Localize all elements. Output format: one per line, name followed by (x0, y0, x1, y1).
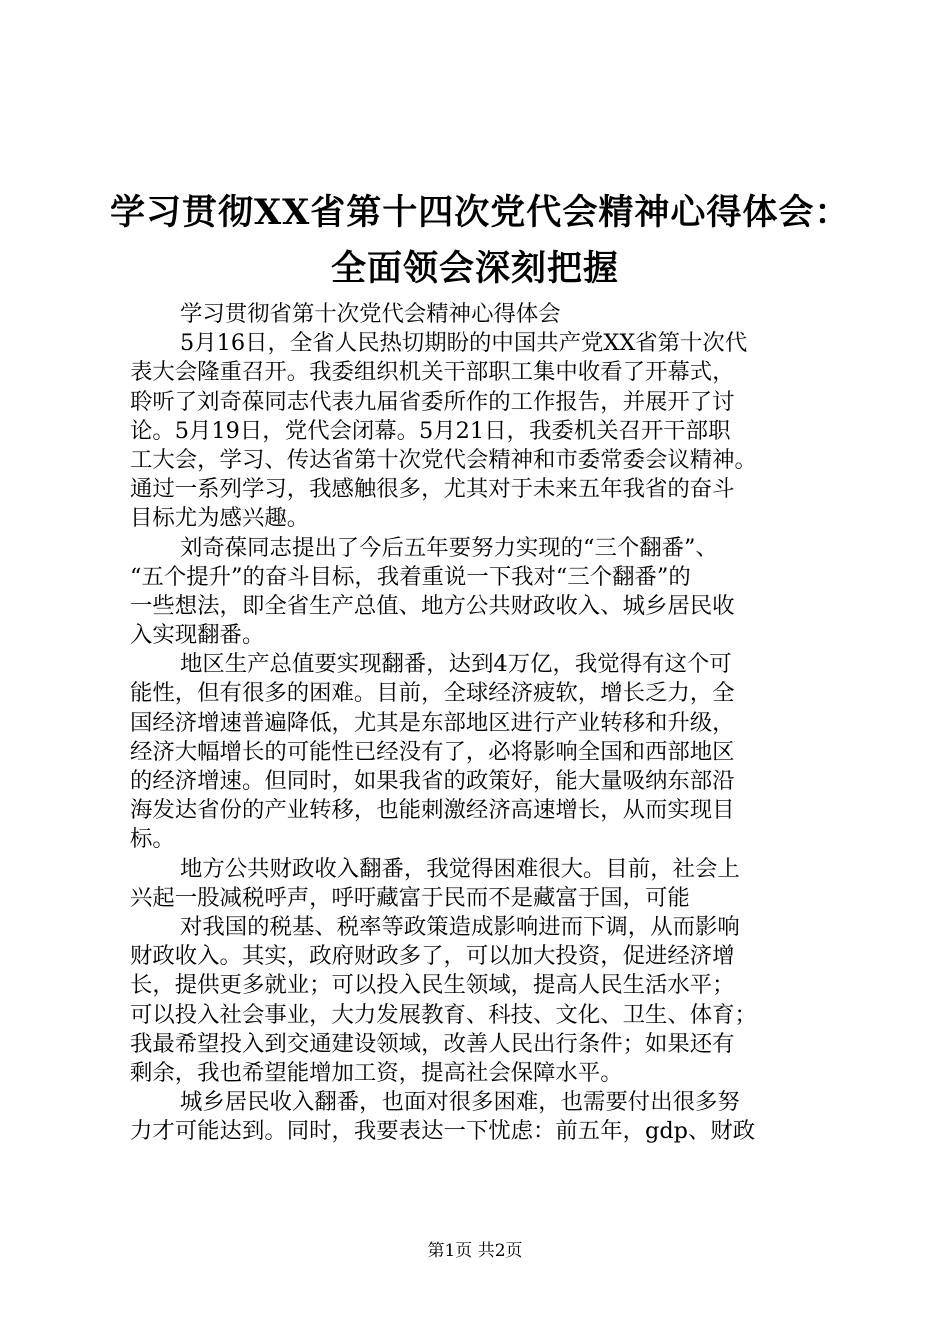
text-line: 论。5月19日，党代会闭幕。5月21日，我委机关召开干部职 (130, 417, 731, 444)
text-line: 地方公共财政收入翻番，我觉得困难很大。目前，社会上 (180, 855, 740, 882)
text-line: “五个提升”的奋斗目标，我着重说一下我对“三个翻番”的 (130, 563, 691, 590)
text-line: 刘奇葆同志提出了今后五年要努力实现的“三个翻番”、 (180, 534, 718, 561)
page-number: 第1页 共2页 (427, 1241, 523, 1261)
text-line: 力才可能达到。同时，我要表达一下忧虑：前五年，gdp、财政 (130, 1118, 756, 1145)
text-line: 地区生产总值要实现翻番，达到4万亿，我觉得有这个可 (180, 651, 732, 678)
page-title: 学习贯彻XX省第十四次党代会精神心得体会： (110, 192, 851, 233)
text-line: 国经济增速普遍降低，尤其是东部地区进行产业转移和升级， (130, 709, 735, 736)
text-line: 聆听了刘奇葆同志代表九届省委所作的工作报告，并展开了讨 (130, 388, 735, 415)
text-line: 兴起一股减税呼声，呼吁藏富于民而不是藏富于国，可能 (130, 884, 690, 911)
page-subtitle: 全面领会深刻把握 (330, 248, 619, 289)
text-line: 5月16日，全省人民热切期盼的中国共产党XX省第十次代 (180, 330, 748, 357)
text-line: 海发达省份的产业转移，也能刺激经济高速增长，从而实现目 (130, 797, 735, 824)
text-line: 工大会，学习、传达省第十次党代会精神和市委常委会议精神。 (130, 446, 757, 473)
text-line: 财政收入。其实，政府财政多了，可以加大投资，促进经济增 (130, 943, 735, 970)
text-line: 学习贯彻省第十次党代会精神心得体会 (180, 301, 561, 327)
text-line: 能性，但有很多的困难。目前，全球经济疲软，增长乏力，全 (130, 680, 735, 707)
document-body (130, 300, 842, 1146)
text-line: 长，提供更多就业；可以投入民生领域，提高人民生活水平； (130, 972, 735, 999)
text-line: 我最希望投入到交通建设领域，改善人民出行条件；如果还有 (130, 1030, 735, 1057)
text-line: 通过一系列学习，我感触很多，尤其对于未来五年我省的奋斗 (130, 476, 735, 503)
text-line: 可以投入社会事业，大力发展教育、科技、文化、卫生、体育； (130, 1001, 757, 1028)
text-line: 表大会隆重召开。我委组织机关干部职工集中收看了开幕式， (130, 359, 735, 386)
text-line: 标。 (130, 826, 175, 853)
text-line: 剩余，我也希望能增加工资，提高社会保障水平。 (130, 1059, 623, 1086)
text-line: 一些想法，即全省生产总值、地方公共财政收入、城乡居民收 (130, 592, 735, 619)
text-line: 的经济增速。但同时，如果我省的政策好，能大量吸纳东部沿 (130, 768, 735, 794)
text-line: 城乡居民收入翻番，也面对很多困难，也需要付出很多努 (180, 1089, 740, 1116)
text-line: 目标尤为感兴趣。 (130, 505, 310, 532)
text-line: 经济大幅增长的可能性已经没有了，必将影响全国和西部地区 (130, 738, 735, 765)
text-line: 对我国的税基、税率等政策造成影响进而下调，从而影响 (180, 913, 740, 940)
text-line: 入实现翻番。 (130, 622, 265, 649)
